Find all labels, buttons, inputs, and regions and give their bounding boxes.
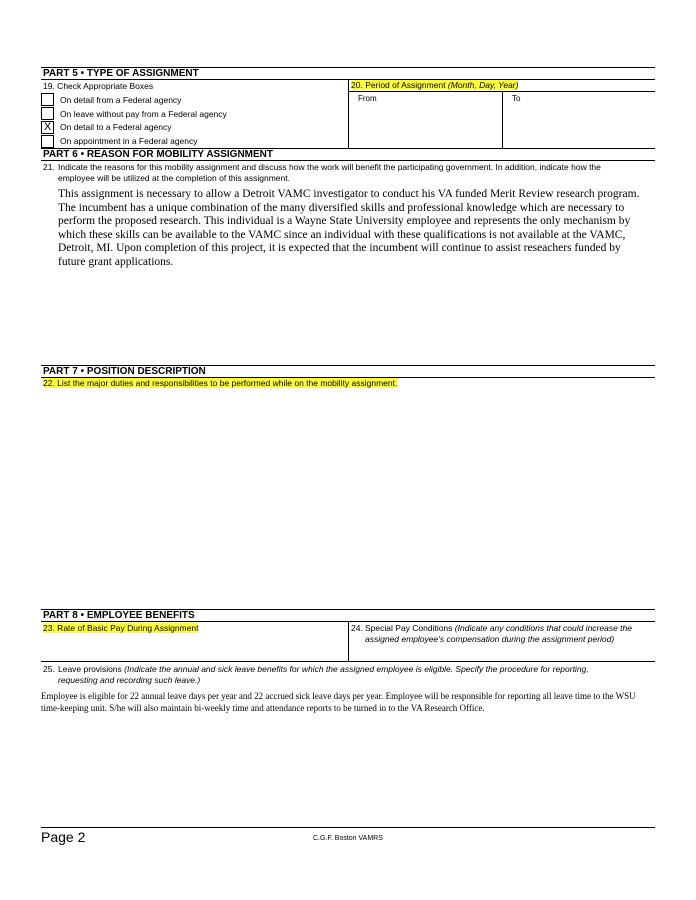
q24-hint-line2: assigned employee's compensation during the assignment period) — [365, 633, 615, 644]
q23-label — [43, 623, 198, 633]
q21-instructions — [58, 162, 655, 183]
q24-label — [365, 623, 655, 644]
q20-label — [351, 80, 518, 91]
checkbox-detail-to-federal[interactable] — [41, 121, 54, 134]
q21-line2: employee will be utilized at the completion of this assignment. — [58, 172, 290, 183]
part8-heading: PART 8 • EMPLOYEE BENEFITS — [43, 610, 195, 621]
q22-label — [43, 378, 397, 388]
part7-heading: PART 7 • POSITION DESCRIPTION — [43, 366, 206, 377]
option-appointment-federal-label: On appointment in a Federal agency — [60, 136, 198, 146]
part6-heading: PART 6 • REASON FOR MOBILITY ASSIGNMENT — [43, 149, 273, 160]
q25-answer[interactable]: Employee is eligible for 22 annual leave days per year and 22 accrued sick leave days per year. Employee will be responsible for reporting all leave time to the WSU time-keeping unit. S/he will also maintain bi-weekly time and attendance reports to be turned in to the VA Research Office. — [41, 691, 636, 713]
checkbox-mark: X — [44, 121, 52, 133]
q22-text: 22. List the major duties and responsibilities to be performed while on the mobility assignment. — [43, 378, 398, 388]
q22-answer-area[interactable] — [43, 392, 655, 602]
part6-heading-rule — [41, 160, 655, 161]
q24-hint-line1: (Indicate any conditions that could increase the — [454, 623, 632, 633]
checkbox-leave-without-pay[interactable] — [41, 107, 54, 120]
q25-hint-line2: requesting and recording such leave.) — [58, 674, 201, 685]
option-leave-without-pay-label: On leave without pay from a Federal agency — [60, 109, 227, 119]
q25-text: Leave provisions — [58, 664, 122, 674]
q25-label — [58, 664, 655, 685]
checkbox-detail-from-federal[interactable] — [41, 93, 54, 106]
checkbox-appointment-federal[interactable] — [41, 135, 54, 148]
q21-line1: Indicate the reasons for this mobility assignment and discuss how the work will benefit the participating government. In addition, indicate how the — [58, 162, 601, 172]
q20-text: Period of Assignment — [365, 80, 446, 90]
footer-rule — [41, 827, 655, 828]
q20-hint: (Month, Day, Year) — [447, 80, 519, 90]
q21-answer[interactable]: This assignment is necessary to allow a Detroit VAMC investigator to conduct his VA funded Merit Review research program. The incumbent has a unique combination of the many diversified skills and professional knowledge which are necessary to perform the proposed research. This individual is a Wayne State University employee and represents the only mechanism by which these skills can be available to the VAMC since an individual with these qualifications is not available at the VAMC, Detroit, MI. Upon completion of this project, it is expected that the incumbent will continue to assist reseachers funded by future grant applications. — [58, 188, 640, 268]
part5-col-divider — [348, 79, 349, 148]
part5-heading: PART 5 • TYPE OF ASSIGNMENT — [43, 68, 199, 79]
q24-number: 24. — [351, 623, 363, 633]
q20-number: 20. — [351, 80, 363, 90]
page-number: Page 2 — [41, 829, 86, 845]
part8-col-divider — [348, 621, 349, 661]
period-from-label: From — [358, 94, 377, 103]
period-from-to-divider — [502, 91, 503, 148]
q19-label: 19. Check Appropriate Boxes — [43, 81, 154, 91]
period-to-label: To — [512, 94, 521, 103]
q20-label-rule — [348, 91, 655, 92]
form-source: C.G.F. Boston VAMRS — [313, 835, 383, 842]
q23-q24-bottom-rule — [41, 661, 655, 662]
q23-text: 23. Rate of Basic Pay During Assignment — [43, 623, 199, 633]
option-detail-to-federal-label: On detail to a Federal agency — [60, 122, 172, 132]
q25-number: 25. — [43, 664, 55, 674]
option-detail-from-federal-label: On detail from a Federal agency — [60, 95, 182, 105]
q21-number: 21. — [43, 162, 55, 172]
q25-hint-line1: (Indicate the annual and sick leave benefits for which the assigned employee is eligible. Specify the procedure for reporting, — [124, 664, 589, 674]
q24-text: Special Pay Conditions — [365, 623, 453, 633]
